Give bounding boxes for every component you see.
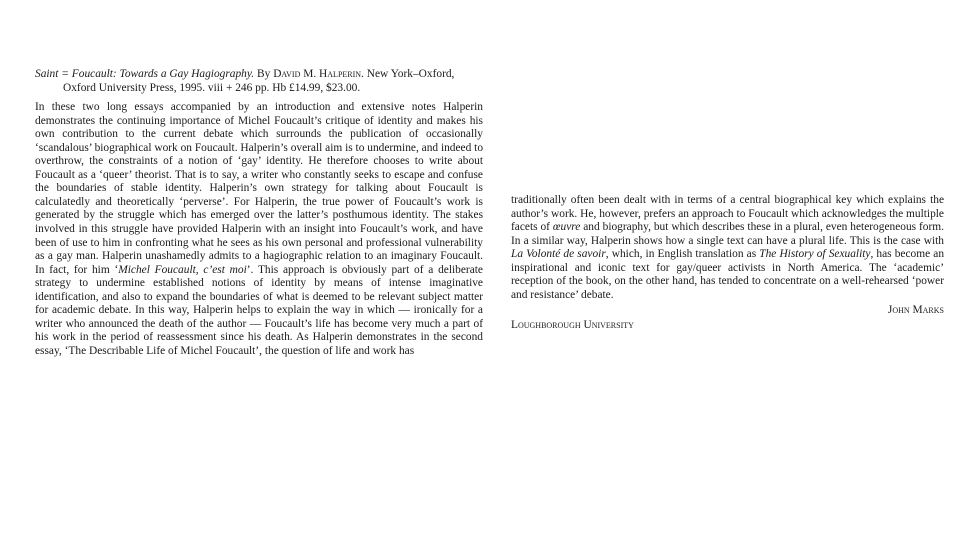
review-body-right (511, 194, 944, 302)
review-left-column (35, 68, 483, 358)
citation-by: By (257, 68, 271, 80)
book-citation (35, 68, 483, 95)
body-left-part2: ’. This approach is obviously part of a deliberate strategy to undermine established notions of identity by means of intense imaginative identification, and also to expand the boundaries of what is deemed to be relevant subject matter for academic debate. In this way, Halperin helps to explain the way in which — ironically for a writer who announced the death of the author — Foucault’s life has become very much a part of his work in the period of reassessment since his death. As Halperin demonstrates in the second essay, ‘The Describable Life of Michel Foucault’, the question of life and work has (35, 263, 483, 357)
reviewer-name: John Marks (887, 304, 944, 317)
body-right-part2: and biography, but which describes these in a plural, even heterogeneous form. In a similar way, Halperin shows how a single text can have a plural life. This is the case with (511, 221, 944, 247)
reviewer-affiliation: Loughborough University (511, 318, 634, 331)
book-title: Saint = Foucault: Towards a Gay Hagiography. (35, 68, 255, 80)
body-left-quote: Michel Foucault, c’est moi (118, 263, 247, 276)
body-right-history: The History of Sexuality (759, 248, 871, 261)
body-right-part3: , which, in English translation as (605, 248, 760, 261)
body-right-part4: , has become an inspirational and iconic text for gay/queer activists in North America. The ‘academic’ reception of the book, on the other hand, has tended to concentrate on a well-rehearsed ‘power and resistance’ debate. (511, 248, 945, 301)
book-publisher: New York–Oxford, Oxford University Press, 1995. viii + 246 pp. Hb £14.99, $23.00. (63, 68, 455, 94)
book-author: David M. Halperin. (273, 68, 364, 80)
body-right-volonte: La Volonté de savoir (511, 248, 606, 261)
body-right-part1: traditionally often been dealt with in terms of a central biographical key which explains the author’s work. He, however, prefers an approach to Foucault which acknowledges the multiple facets of (511, 194, 944, 234)
body-left-part1: In these two long essays accompanied by an introduction and extensive notes Halperin demonstrates the continuing importance of Michel Foucault’s critique of identity and makes his own contribution to the current debate which surrounds the publication of occasionally ‘scandalous’ biographical work on Foucault. Halperin’s overall aim is to undermine, and indeed to overthrow, the constraints of a notion of ‘gay’ identity. He therefore chooses to write about Foucault as a ‘queer’ theorist. That is to say, a writer who constantly seeks to escape and confuse the boundaries of stable identity. Halperin’s own strategy for talking about Foucault is calculatedly and theoretically ‘perverse’. For Halperin, the true power of Foucault’s work is generated by the struggle which has emerged over the latter’s posthumous identity. The stakes involved in this struggle have provided Halperin with an insight into Foucault’s work, and have been of use to him in confronting what he sees as his own personal and professional vulnerability as a gay man. Halperin unashamedly admits to a hagiographic relation to an imaginary Foucault. In fact, for him ‘ (35, 101, 484, 276)
body-right-oeuvre: œuvre (552, 221, 581, 234)
review-right-column (511, 194, 944, 332)
review-body-left (35, 101, 483, 358)
